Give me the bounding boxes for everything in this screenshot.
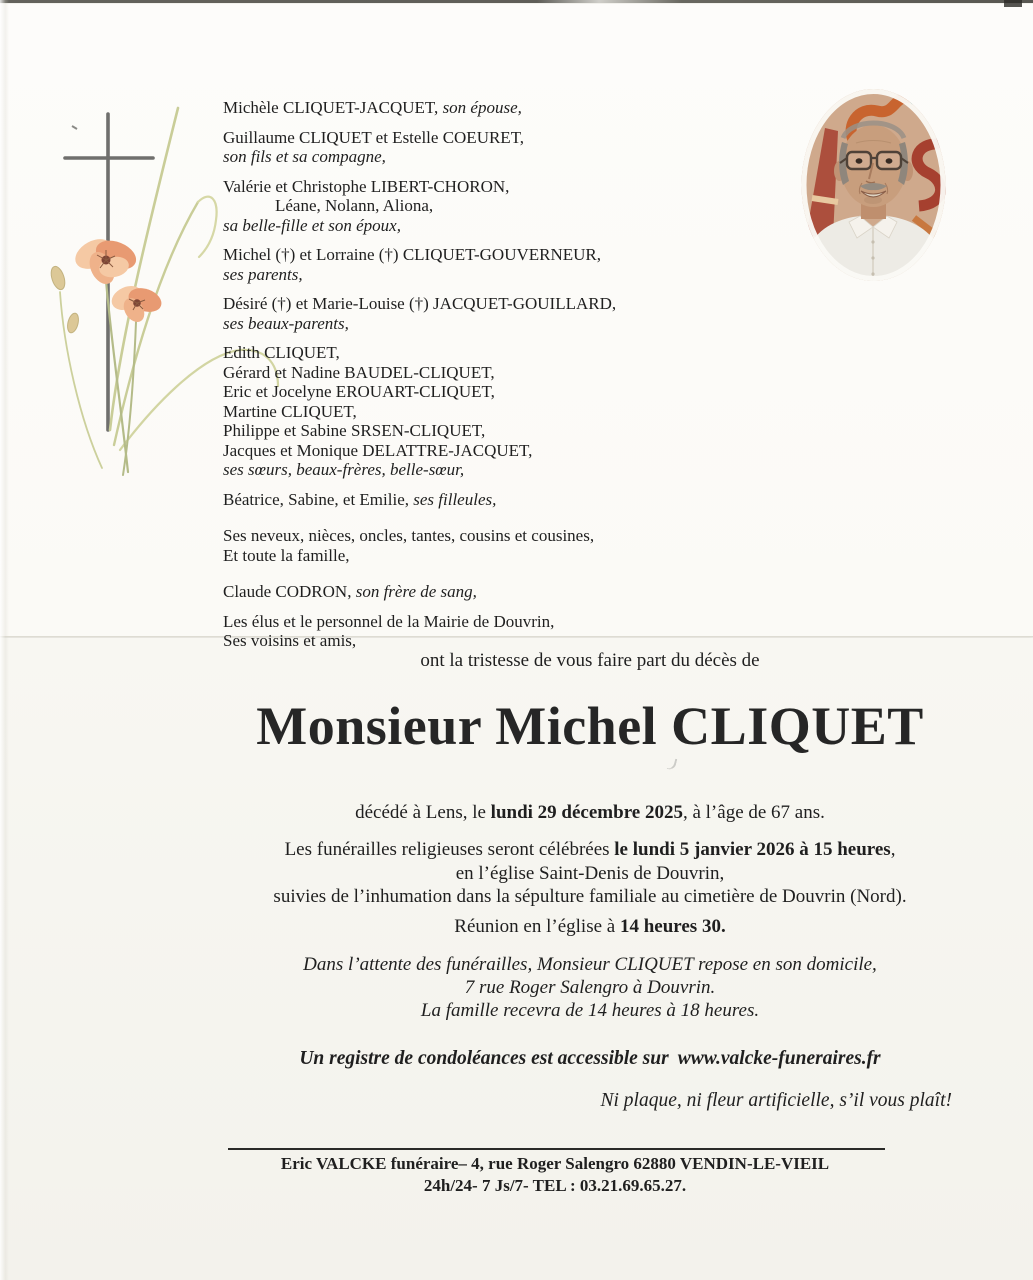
poppy-flower-small xyxy=(108,281,165,325)
goddaughters-line xyxy=(223,490,703,510)
sibling-name: Eric et Jocelyne EROUART-CLIQUET, xyxy=(223,382,495,401)
son-name: Guillaume CLIQUET et Estelle COEURET, xyxy=(223,127,525,147)
sibling-name: Jacques et Monique DELATTRE-JACQUET, xyxy=(223,440,533,460)
siblings-block xyxy=(223,343,703,480)
parents-line xyxy=(223,245,703,284)
siblings-relation: ses sœurs, beaux-frères, belle-sœur, xyxy=(223,460,465,479)
family-list xyxy=(223,98,703,661)
scan-left-edge-artifact xyxy=(0,0,9,1280)
footer-divider xyxy=(228,1148,885,1150)
announcement-intro: ont la tristesse de vous faire part du décès de xyxy=(420,650,760,671)
sibling-name: Edith CLIQUET, xyxy=(223,343,340,362)
funeral-burial: suivies de l’inhumation dans la sépulture familiale au cimetière de Douvrin (Nord). xyxy=(273,886,907,907)
parents-relation: ses parents, xyxy=(223,264,303,284)
funeral-details xyxy=(145,838,1033,909)
scan-edge-artifact xyxy=(0,0,1033,3)
register-text: Un registre de condoléances est accessible sur xyxy=(299,1048,669,1069)
inlaws-relation: ses beaux-parents, xyxy=(223,313,349,333)
son-relation: son fils et sa compagne, xyxy=(223,147,386,166)
death-date: lundi 29 décembre 2025 xyxy=(490,802,683,823)
funeral-home-phone: 24h/24- 7 Js/7- TEL : 03.21.69.65.27. xyxy=(423,1176,687,1195)
no-flowers-request: Ni plaque, ni fleur artificielle, s’il vous plaît! xyxy=(600,1090,952,1111)
funeral-suffix: , xyxy=(890,839,896,860)
daughter-in-law-line xyxy=(223,177,703,236)
funeral-date: le lundi 5 janvier 2026 à 15 heures xyxy=(614,839,891,860)
sibling-name: Gérard et Nadine BAUDEL-CLIQUET, xyxy=(223,362,495,382)
neighbors-text: Ses voisins et amis, xyxy=(223,631,357,650)
poppy-buds xyxy=(50,265,80,334)
sibling-name: Martine CLIQUET, xyxy=(223,401,357,421)
condolence-register-line xyxy=(145,1048,1033,1070)
extended-family-2: Et toute la famille, xyxy=(223,545,350,565)
blood-brother-name: Claude CODRON, xyxy=(223,582,352,601)
son-line xyxy=(223,128,703,167)
extended-family-line xyxy=(223,526,703,565)
register-website: www.valcke-funeraires.fr xyxy=(677,1048,881,1069)
death-suffix: , à l’âge de 67 ans. xyxy=(682,802,825,823)
blood-brother-relation: son frère de sang, xyxy=(355,582,477,601)
repose-hours: La famille recevra de 14 heures à 18 heures. xyxy=(420,1000,760,1021)
poppy-flower xyxy=(70,233,140,288)
grandchildren-names: Léane, Nolann, Aliona, xyxy=(275,196,434,215)
blood-brother-line xyxy=(223,582,703,602)
funeral-home-address: Eric VALCKE funéraire– 4, rue Roger Salengro 62880 VENDIN-LE-VIEIL xyxy=(280,1154,830,1173)
repose-address: 7 rue Roger Salengro à Douvrin. xyxy=(464,977,716,998)
meeting-time: 14 heures 30. xyxy=(619,916,726,937)
scan-corner-artifact xyxy=(1004,0,1022,7)
spouse-relation: son épouse, xyxy=(442,98,522,117)
funeral-church: en l’église Saint-Denis de Douvrin, xyxy=(455,862,725,884)
death-details-line xyxy=(145,802,1033,824)
meeting-line xyxy=(145,916,1033,938)
spouse-line xyxy=(223,98,703,118)
spouse-name: Michèle CLIQUET-JACQUET, xyxy=(223,98,439,117)
goddaughters-relation: ses filleules, xyxy=(413,489,497,509)
sibling-name: Philippe et Sabine SRSEN-CLIQUET, xyxy=(223,421,486,440)
officials-line xyxy=(223,612,703,651)
inlaws-names: Désiré (†) et Marie-Louise (†) JACQUET-GOUILLARD, xyxy=(223,294,617,313)
death-prefix: décédé à Lens, le xyxy=(355,802,491,823)
meeting-prefix: Réunion en l’église à xyxy=(454,916,620,937)
repose-details xyxy=(145,953,1033,1022)
daughter-in-law-relation: sa belle-fille et son époux, xyxy=(223,215,401,235)
portrait-photo-icon xyxy=(798,86,949,286)
funeral-home-footer xyxy=(110,1153,1000,1197)
funeral-prefix: Les funérailles religieuses seront célébrées xyxy=(284,839,615,860)
repose-home: Dans l’attente des funérailles, Monsieur CLIQUET repose en son domicile, xyxy=(303,954,877,975)
officials-text: Les élus et le personnel de la Mairie de Douvrin, xyxy=(223,611,555,631)
extended-family-1: Ses neveux, nièces, oncles, tantes, cousins et cousines, xyxy=(223,526,595,545)
parents-names: Michel (†) et Lorraine (†) CLIQUET-GOUVERNEUR, xyxy=(223,245,602,264)
daughter-in-law-name: Valérie et Christophe LIBERT-CHORON, xyxy=(223,176,510,196)
deceased-name-title: Monsieur Michel CLIQUET xyxy=(256,696,924,756)
goddaughters-names: Béatrice, Sabine, et Emilie, xyxy=(223,489,409,509)
inlaws-line xyxy=(223,294,703,333)
deceased-portrait-photo xyxy=(798,86,949,286)
